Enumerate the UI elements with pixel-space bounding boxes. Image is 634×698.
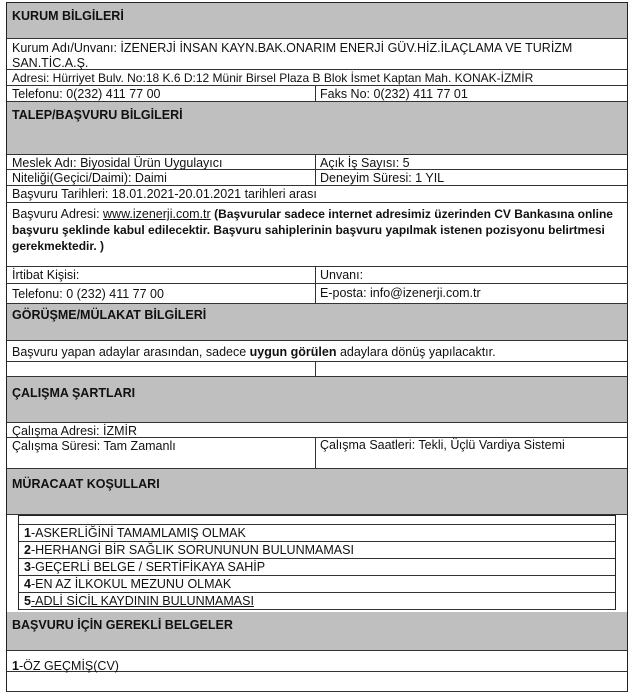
job-posting-form	[6, 2, 628, 696]
section-header-gorusme	[6, 304, 628, 340]
talep-tarihler: Başvuru Tarihleri: 18.01.2021-20.01.2021 tarihleri arası	[12, 187, 317, 201]
talep-adres-row	[6, 203, 628, 267]
talep-nitelik: Niteliği(Geçici/Daimi): Daimi	[7, 170, 316, 185]
talep-adres-label: Başvuru Adresi:	[12, 207, 104, 221]
talep-acik-is: Açık İş Sayısı: 5	[320, 156, 410, 170]
kurum-adres: Adresi: Hürriyet Bulv. No:18 K.6 D:12 Münir Birsel Plaza B Blok İsmet Kaptan Mah. KONAK-İZMİR	[12, 71, 534, 85]
talep-adres-note: (Başvurular sadece internet adresimiz üzerinden CV Bankasına online başvuru şeklinde kabul edilecektir. Başvuru sahiplerinin başvuru yapılmak istenen pozisyonu belirtmesi gerekmektedir. )	[12, 207, 613, 253]
kurum-unvan-label: Kurum Adı/Unvanı:	[12, 41, 117, 55]
calisma-adres: Çalışma Adresi: İZMİR	[12, 424, 138, 438]
gorusme-empty-left	[7, 362, 316, 376]
kurum-unvan-value-line2: SAN.TİC.A.Ş.	[12, 56, 89, 70]
talep-nitelik-row	[6, 170, 628, 186]
kurum-unvan-row	[6, 38, 628, 70]
section-title-muracaat: MÜRACAAT KOŞULLARI	[12, 477, 160, 491]
talep-eposta: E-posta: info@izenerji.com.tr	[320, 286, 481, 300]
talep-meslek: Meslek Adı: Biyosidal Ürün Uygulayıcı	[7, 155, 316, 169]
kurum-faks: Faks No: 0(232) 411 77 01	[320, 87, 468, 101]
section-title-calisma: ÇALIŞMA ŞARTLARI	[12, 386, 136, 400]
talep-irtibat: İrtibat Kişisi:	[7, 267, 316, 283]
section-title-gorusme: GÖRÜŞME/MÜLAKAT BİLGİLERİ	[12, 308, 207, 322]
muracaat-list	[18, 515, 616, 610]
calisma-saatler: Çalışma Saatleri: Tekli, Üçlü Vardiya Sistemi	[320, 438, 565, 452]
section-title-kurum: KURUM BİLGİLERİ	[12, 9, 124, 23]
gorusme-text-bold: uygun görülen	[249, 345, 337, 359]
calisma-sure-row	[6, 438, 628, 469]
gorusme-empty-row	[6, 362, 628, 377]
kurum-unvan-value: İZENERJİ İNSAN KAYN.BAK.ONARIM ENERJİ GÜV.HİZ.İLAÇLAMA VE TURİZM	[120, 41, 573, 55]
talep-deneyim: Deneyim Süresi: 1 YIL	[320, 171, 445, 185]
section-header-belgeler	[6, 612, 628, 650]
section-title-talep: TALEP/BAŞVURU BİLGİLERİ	[12, 108, 183, 122]
section-header-calisma	[6, 377, 628, 422]
calisma-sure: Çalışma Süresi: Tam Zamanlı	[7, 438, 316, 468]
talep-tarihler-row	[6, 186, 628, 203]
talep-unvani: Unvanı:	[320, 268, 364, 282]
kurum-adres-row	[6, 70, 628, 86]
belgeler-empty-row	[6, 672, 628, 692]
talep-telefon: Telefonu: 0 (232) 411 77 00	[7, 284, 316, 303]
gorusme-text-row	[6, 340, 628, 362]
muracaat-item-3: 3-GEÇERLİ BELGE / SERTİFİKAYA SAHİP	[19, 559, 615, 576]
kurum-telefon: Telefonu: 0(232) 411 77 00	[7, 86, 316, 101]
muracaat-item-4: 4-EN AZ İLKOKUL MEZUNU OLMAK	[19, 576, 615, 593]
talep-iletisim-row	[6, 284, 628, 304]
muracaat-spacer	[19, 516, 615, 525]
section-header-kurum	[6, 2, 628, 38]
calisma-adres-row	[6, 422, 628, 438]
talep-adres-link[interactable]: www.izenerji.com.tr	[103, 207, 211, 221]
gorusme-empty-right	[316, 362, 627, 376]
gorusme-text-before: Başvuru yapan adaylar arasından, sadece	[12, 345, 250, 359]
belgeler-item-1: 1-ÖZ GEÇMİŞ(CV)	[6, 650, 628, 672]
gorusme-text-after: adaylara dönüş yapılacaktır.	[336, 345, 496, 359]
talep-meslek-row	[6, 154, 628, 170]
section-header-talep	[6, 102, 628, 154]
talep-irtibat-row	[6, 267, 628, 284]
kurum-telefon-row	[6, 86, 628, 102]
section-header-muracaat	[6, 469, 628, 514]
muracaat-item-1: 1-ASKERLİĞİNİ TAMAMLAMIŞ OLMAK	[19, 525, 615, 542]
muracaat-item-5: 5-ADLİ SİCİL KAYDININ BULUNMAMASI	[19, 593, 615, 610]
muracaat-item-2: 2-HERHANGİ BİR SAĞLIK SORUNUNUN BULUNMAMASI	[19, 542, 615, 559]
section-title-belgeler: BAŞVURU İÇİN GEREKLİ BELGELER	[12, 618, 233, 632]
